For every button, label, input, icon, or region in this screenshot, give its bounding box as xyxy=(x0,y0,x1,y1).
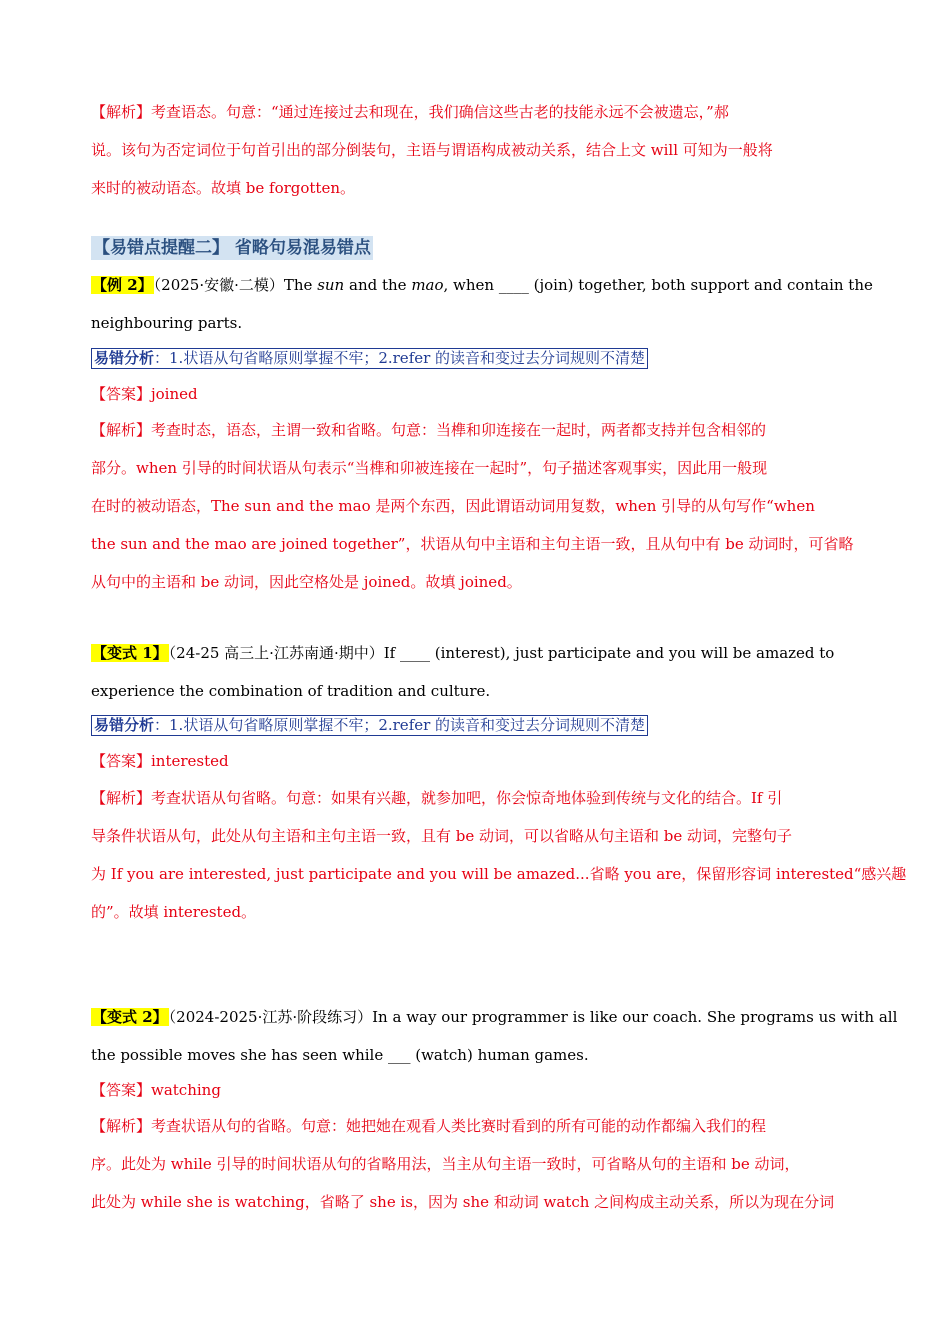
explanation-line: the sun and the mao are joined together”，状语从句中主语和主句主语一致，且从句中有 be 动词时，可省略 xyxy=(91,535,854,553)
variant-question-line xyxy=(91,1006,898,1028)
section-heading-text: 【易错点提醒二】 省略句易混易错点 xyxy=(93,238,371,258)
explanation-line: 此处为 while she is watching，省略了 she is，因为 she 和动词 watch 之间构成主动关系，所以为现在分词 xyxy=(91,1193,835,1211)
section-heading xyxy=(91,237,861,259)
explanation-line: 在时的被动语态，The sun and the mao 是两个东西，因此谓语动词用复数，when 引导的从句写作“when xyxy=(91,497,815,515)
example-tag: 【例 2】 xyxy=(92,276,153,294)
error-analysis xyxy=(91,348,648,369)
question-word: sun xyxy=(317,276,345,294)
explanation-line: 序。此处为 while 引导的时间状语从句的省略用法，当主从句主语一致时，可省略从句的主语和 be 动词， xyxy=(91,1155,800,1173)
example-question-line: neighbouring parts. xyxy=(91,314,243,332)
variant-question-line: the possible moves she has seen while ___ (watch) human games. xyxy=(91,1046,589,1064)
explanation-line: 来时的被动语态。故填 be forgotten。 xyxy=(91,179,355,197)
error-analysis-label: 易错分析 xyxy=(94,716,155,734)
question-text: （24-25 高三上·江苏南通·期中）If ____ (interest), just participate and you will be amazed to xyxy=(168,644,835,662)
error-analysis-label: 易错分析 xyxy=(94,349,155,367)
example-question-line xyxy=(91,274,873,296)
answer-line: 【答案】interested xyxy=(91,752,229,770)
question-word: mao xyxy=(411,276,444,294)
explanation-line: 部分。when 引导的时间状语从句表示“当榫和卯被连接在一起时”，句子描述客观事实，因此用一般现 xyxy=(91,459,768,477)
question-text: （2024-2025·江苏·阶段练习）In a way our programmer is like our coach. She programs us with all xyxy=(168,1008,898,1026)
question-text: , when ____ (join) together, both support and contain the xyxy=(443,276,873,294)
explanation-line: 【解析】考查语态。句意：“通过连接过去和现在，我们确信这些古老的技能永远不会被遗忘，”郝 xyxy=(91,103,729,121)
explanation-line: 导条件状语从句，此处从句主语和主句主语一致，且有 be 动词，可以省略从句主语和 be 动词，完整句子 xyxy=(91,827,793,845)
error-analysis-box xyxy=(91,347,861,369)
error-analysis xyxy=(91,715,648,736)
variant-question-line: experience the combination of tradition and culture. xyxy=(91,682,491,700)
question-text: and the xyxy=(344,276,412,294)
explanation-line: 说。该句为否定词位于句首引出的部分倒装句，主语与谓语构成被动关系，结合上文 will 可知为一般将 xyxy=(91,141,773,159)
error-analysis-text: ：1.状语从句省略原则掌握不牢；2.refer 的读音和变过去分词规则不清楚 xyxy=(154,716,646,734)
explanation-line: 【解析】考查状语从句的省略。句意：她把她在观看人类比赛时看到的所有可能的动作都编入我们的程 xyxy=(91,1117,767,1135)
variant-question-line xyxy=(91,642,861,664)
explanation-line: 从句中的主语和 be 动词，因此空格处是 joined。故填 joined。 xyxy=(91,573,522,591)
variant-tag: 【变式 2】 xyxy=(92,1008,168,1026)
error-analysis-box xyxy=(91,714,861,736)
explanation-line: 的”。故填 interested。 xyxy=(91,903,257,921)
answer-line: 【答案】joined xyxy=(91,385,198,403)
variant-tag: 【变式 1】 xyxy=(92,644,168,662)
explanation-line: 【解析】考查时态，语态，主谓一致和省略。句意：当榫和卯连接在一起时，两者都支持并包含相邻的 xyxy=(91,421,767,439)
explanation-line: 【解析】考查状语从句省略。句意：如果有兴趣，就参加吧，你会惊奇地体验到传统与文化的结合。If 引 xyxy=(91,789,783,807)
answer-line: 【答案】watching xyxy=(91,1081,221,1099)
question-source: （2025·安徽·二模）The xyxy=(153,276,318,294)
explanation-line: 为 If you are interested, just participate and you will be amazed...省略 you are，保留形容词 interested“感兴趣 xyxy=(91,865,907,883)
error-analysis-text: ：1.状语从句省略原则掌握不牢；2.refer 的读音和变过去分词规则不清楚 xyxy=(154,349,646,367)
